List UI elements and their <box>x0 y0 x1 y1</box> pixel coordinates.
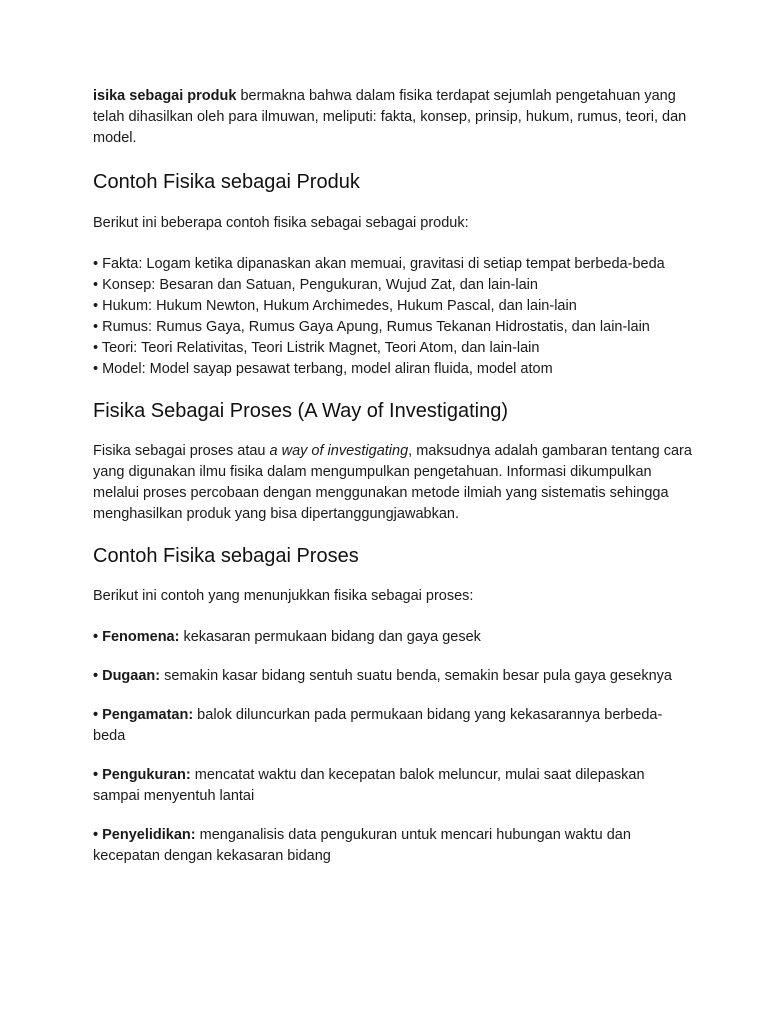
list-item: • Konsep: Besaran dan Satuan, Pengukuran, Wujud Zat, dan lain-lain <box>93 277 538 293</box>
list-item: • Hukum: Hukum Newton, Hukum Archimedes, Hukum Pascal, dan lain-lain <box>93 298 577 314</box>
list-item: • Rumus: Rumus Gaya, Rumus Gaya Apung, Rumus Tekanan Hidrostatis, dan lain-lain <box>93 319 650 335</box>
list-item: • Fakta: Logam ketika dipanaskan akan memuai, gravitasi di setiap tempat berbeda-beda <box>93 256 665 272</box>
list-item <box>93 666 693 687</box>
produk-lead-text: Berikut ini beberapa contoh fisika sebagai sebagai produk: <box>93 215 469 231</box>
list-item <box>93 627 693 648</box>
list-item: • Teori: Teori Relativitas, Teori Listrik Magnet, Teori Atom, dan lain-lain <box>93 340 540 356</box>
proses-paragraph <box>93 441 693 525</box>
step-label: • Penyelidikan: <box>93 827 196 843</box>
proses-steps-list <box>93 627 693 867</box>
proses-text-before: Fisika sebagai proses atau <box>93 443 270 459</box>
step-text: mencatat waktu dan kecepatan balok meluncur, mulai saat dilepaskan sampai menyentuh lantai <box>93 767 645 804</box>
document-body <box>93 86 693 885</box>
step-label: • Pengamatan: <box>93 707 194 723</box>
step-label: • Pengukuran: <box>93 767 191 783</box>
proses-text-after: , maksudnya adalah gambaran tentang cara yang digunakan ilmu fisika dalam mengumpulkan pengetahuan. Informasi dikumpulkan melalui proses percobaan dengan menggunakan metode ilmiah yang sistematis sehingga menghasilkan produk yang bisa dipertanggungjawabkan. <box>93 443 692 522</box>
produk-list <box>93 254 693 380</box>
intro-text: bermakna bahwa dalam fisika terdapat sejumlah pengetahuan yang telah dihasilkan oleh para ilmuwan, meliputi: fakta, konsep, prinsip, hukum, rumus, teori, dan model. <box>93 88 687 146</box>
list-item <box>93 765 693 807</box>
heading-fisika-proses: Fisika Sebagai Proses (A Way of Investigating) <box>93 400 508 422</box>
list-item <box>93 825 693 867</box>
step-label: • Fenomena: <box>93 629 180 645</box>
heading-contoh-produk: Contoh Fisika sebagai Produk <box>93 171 360 193</box>
step-text: semakin kasar bidang sentuh suatu benda, semakin besar pula gaya geseknya <box>160 668 672 684</box>
step-label: • Dugaan: <box>93 668 161 684</box>
intro-bold-term: isika sebagai produk <box>93 88 237 104</box>
list-item <box>93 705 693 747</box>
intro-paragraph <box>93 86 693 149</box>
heading-contoh-proses: Contoh Fisika sebagai Proses <box>93 545 359 567</box>
step-text: balok diluncurkan pada permukaan bidang yang kekasarannya berbeda-beda <box>93 707 663 744</box>
proses-lead-text: Berikut ini contoh yang menunjukkan fisika sebagai proses: <box>93 588 474 604</box>
step-text: kekasaran permukaan bidang dan gaya gesek <box>179 629 481 645</box>
list-item: • Model: Model sayap pesawat terbang, model aliran fluida, model atom <box>93 361 553 377</box>
step-text: menganalisis data pengukuran untuk mencari hubungan waktu dan kecepatan dengan kekasaran bidang <box>93 827 631 864</box>
proses-italic-term: a way of investigating <box>269 443 409 459</box>
